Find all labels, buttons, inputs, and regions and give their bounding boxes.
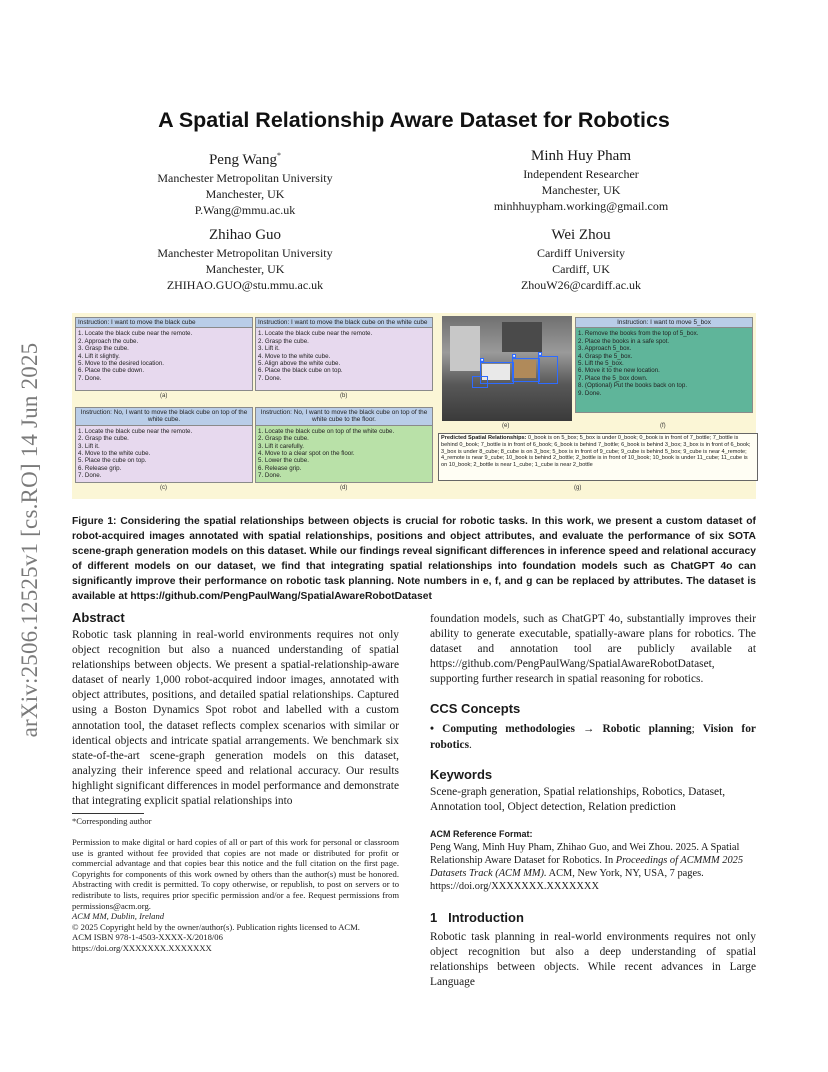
step: 7. Done. [258, 374, 282, 382]
panel-d [255, 407, 433, 483]
ccs-concept-3: Vision for robotics [430, 723, 756, 751]
step: 3. Lift it. [78, 442, 100, 450]
author-location: Manchester, UK [205, 187, 285, 201]
step: 5. Place the cube on top. [78, 457, 147, 465]
ccs-bullet: • [430, 723, 434, 736]
step: 2. Place the books in a safe spot. [578, 337, 670, 345]
author-mark: * [277, 151, 282, 160]
copyright-line: © 2025 Copyright held by the owner/author(s). Publication rights licensed to ACM. [72, 921, 360, 932]
step: 4. Move to the white cube. [258, 352, 331, 360]
step: 4. Lift it slightly. [78, 352, 120, 360]
step: 6. Release grip. [78, 464, 122, 472]
corresponding-footnote: *Corresponding author [72, 816, 152, 826]
step: 5. Lift the 5_box. [578, 360, 624, 368]
step: 9. Done. [578, 389, 602, 397]
arxiv-sidebar [8, 300, 52, 780]
keywords-heading: Keywords [430, 766, 493, 782]
step: 1. Locate the black cube near the remote. [78, 427, 193, 435]
paper-title: A Spatial Relationship Aware Dataset for Robotics [158, 108, 670, 132]
step: 5. Align above the white cube. [258, 360, 341, 368]
author-name: Minh Huy Pham [530, 148, 631, 164]
author-block-3 [95, 225, 395, 293]
panel-a-instruction: Instruction: I want to move the black cube [76, 318, 252, 328]
detection-tag: ■ [539, 352, 542, 356]
step: 3. Lift it. [258, 345, 280, 353]
reference-text [430, 841, 756, 894]
footnote-rule [72, 813, 144, 814]
panel-g-label: (g) [574, 485, 582, 491]
step: 1. Locate the black cube on top of the white cube. [258, 427, 395, 435]
step: 3. Approach 5_box. [578, 345, 632, 353]
ccs-concepts [430, 722, 756, 752]
arxiv-id: arXiv:2506.12525v1 [cs.RO] 14 Jun 2025 [17, 342, 42, 738]
step: 4. Move to a clear spot on the floor. [258, 450, 355, 458]
author-email: ZhouW26@cardiff.ac.uk [520, 278, 642, 292]
detection-tag: ■ [481, 358, 484, 362]
abstract-continued: foundation models, such as ChatGPT 4o, substantially improves their ability to generate executable, spatially-aware plans for robotics. The dataset and annotation tool are publicly available at https://github.com/PengPaulWang/SpatialAwareRobotDataset, supporting further research in spatial reasoning for robotics. [430, 613, 756, 686]
ccs-end: . [469, 738, 472, 751]
author-affiliation: Cardiff University [536, 246, 626, 260]
panel-g-relationships [438, 433, 758, 481]
panel-a [75, 317, 253, 391]
step: 2. Grasp the cube. [258, 435, 309, 443]
ccs-concept-2: Robotic planning [602, 723, 692, 736]
panel-d-steps [256, 426, 432, 482]
step: 5. Move to the desired location. [78, 360, 164, 368]
step: 7. Done. [258, 472, 282, 480]
section-title: Introduction [448, 909, 524, 925]
panel-f-instruction: Instruction: I want to move 5_box [576, 318, 752, 328]
panel-c-label: (c) [160, 485, 167, 491]
detection-box [538, 356, 558, 384]
ccs-arrow: → [583, 723, 595, 736]
section-number: 1 [430, 909, 438, 925]
panel-d-label: (d) [340, 485, 348, 491]
author-block-4 [431, 225, 731, 293]
panel-f-label: (f) [660, 423, 666, 429]
detection-tag: ■ [513, 354, 516, 358]
author-location: Cardiff, UK [552, 262, 610, 276]
reference-heading: ACM Reference Format: [430, 828, 533, 839]
ccs-concept-1: Computing methodologies [442, 723, 575, 736]
author-affiliation: Manchester Metropolitan University [157, 246, 333, 260]
panel-e-label: (e) [502, 423, 510, 429]
keywords-text: Scene-graph generation, Spatial relationships, Robotics, Dataset, Annotation tool, Object detection, Relation prediction [430, 785, 726, 813]
panel-f-steps [576, 328, 752, 399]
permission-text: Permission to make digital or hard copies of all or part of this work for personal or classroom use is granted without fee provided that copies are not made or distributed for profit or commercial advantage and that copies bear this notice and the full citation on the first page. Copyrights for components of this work owned by others than the author(s) must be honored. Abstracting with credit is permitted. To copy otherwise, or republish, to post on servers or to redistribute to lists, requires prior specific permission and/or a fee. Request permissions from permissions@acm.org. [72, 837, 399, 911]
abstract-heading: Abstract [72, 610, 125, 625]
step: 4. Move to the white cube. [78, 450, 151, 458]
author-email: ZHIHAO.GUO@stu.mmu.ac.uk [166, 278, 324, 292]
step: 4. Grasp the 5_box. [578, 352, 633, 360]
abstract-text: Robotic task planning in real-world environments requires not only object recognition but also a nuanced understanding of spatial relationships between objects. We present a spatial-relationship-aware dataset of nearly 1,000 robot-acquired indoor images, annotated with object attributes, positions, and detailed spatial relationships. Captured using a Boston Dynamics Spot robot and labelled with a custom annotation tool, the dataset reflects complex scenarios with similar or identical objects and intricate spatial arrangements. We benchmark six state-of-the-art scene-graph generation models on this dataset, analyzing their inference speed and relational accuracy. Our results highlight significant differences in model performance and demonstrate that integrating explicit spatial relationships into [72, 629, 399, 808]
step: 2. Grasp the cube. [258, 337, 309, 345]
isbn-line: ACM ISBN 978-1-4503-XXXX-X/2018/06 [72, 932, 223, 943]
right-column [430, 612, 756, 990]
panel-g-text: 0_book is on 5_box; 5_box is under 0_book; 0_book is in front of 7_bottle; 7_bottle is behind 0_book; 7_bottle is in front of 6_book; 6_book is behind 7_bottle; 6_book is behind 3_box; 3_box is in front of 6_book; 3_box is under 8_cube; 8_cube is on 3_box; 5_box is in front of 9_cube; 9_cube is behind 5_box; 9_cube is near 4_remote; 4_remote is near 9_cube; 10_book is behind 2_bottle; 2_bottle is in front of 10_book; 10_book is under 11_cube; 11_cube is on 10_book; 2_bottle is near 1_cube; 1_cube is near 2_bottle [441, 435, 751, 469]
step: 7. Place the 5_box down. [578, 374, 648, 382]
author-name: Zhihao Guo [208, 227, 282, 243]
panel-a-steps [76, 328, 252, 384]
doi-line: https://doi.org/XXXXXXX.XXXXXXX [72, 942, 212, 953]
author-location: Manchester, UK [205, 262, 285, 276]
panel-b-steps [256, 328, 432, 384]
panel-c-steps [76, 426, 252, 482]
ccs-separator: ; [691, 723, 695, 736]
author-block-1 [95, 146, 395, 218]
conference-venue: ACM MM, Dublin, Ireland [72, 911, 165, 922]
reference-tail: ACM, New York, NY, USA, 7 pages. https://doi.org/XXXXXXX.XXXXXXX [430, 868, 704, 893]
panel-d-instruction: Instruction: No, I want to move the black cube on top of the white cube to the floor. [256, 408, 432, 426]
panel-a-label: (a) [160, 393, 168, 399]
author-email: minhhuypham.working@gmail.com [493, 199, 669, 213]
author-location: Manchester, UK [541, 183, 621, 197]
author-block-2 [431, 146, 731, 214]
figure-caption: Figure 1: Considering the spatial relationships between objects is crucial for robotic tasks. In this work, we present a custom dataset of robot-acquired images annotated with spatial relationships, positions and object attributes, and evaluate the performance of six SOTA scene-graph generation models on this dataset. While our findings reveal significant differences in inference speed and relational accuracy of different models on our dataset, we find that integrating spatial relationships into foundation models such as ChatGPT 4o can significantly improve their performance on robotic task planning. Note numbers in e, f, and g can be replaced by attributes. The dataset is available at https://github.com/PengPaulWang/SpatialAwareRobotDataset [72, 516, 756, 602]
detection-box [472, 376, 488, 388]
detection-box [512, 358, 540, 382]
step: 6. Move it to the new location. [578, 367, 660, 375]
step: 6. Release grip. [258, 464, 302, 472]
step: 7. Done. [78, 374, 102, 382]
step: 1. Locate the black cube near the remote. [258, 330, 373, 338]
step: 8. (Optional) Put the books back on top. [578, 382, 688, 390]
step: 1. Locate the black cube near the remote. [78, 330, 193, 338]
author-affiliation: Manchester Metropolitan University [157, 171, 333, 185]
author-name: Wei Zhou [551, 227, 611, 243]
step: 3. Lift it carefully. [258, 442, 304, 450]
ccs-heading: CCS Concepts [430, 701, 521, 717]
step: 2. Approach the cube. [78, 337, 139, 345]
figure-1 [72, 313, 756, 499]
step: 6. Place the cube down. [78, 367, 145, 375]
reference-venue: Proceedings of ACMMM 2025 Datasets Track (ACM MM). [430, 855, 744, 880]
left-column [72, 610, 399, 809]
panel-c-instruction: Instruction: No, I want to move the black cube on top of the white cube. [76, 408, 252, 426]
step: 5. Lower the cube. [258, 457, 309, 465]
introduction-heading [430, 910, 756, 925]
author-name: Peng Wang [208, 152, 278, 168]
panel-b-label: (b) [340, 393, 348, 399]
introduction-text: Robotic task planning in real-world environments requires not only object recognition but also a deep understanding of spatial relationships between objects. While recent advances in Large Language [430, 930, 756, 988]
author-affiliation: Independent Researcher [523, 167, 639, 181]
step: 7. Done. [78, 472, 102, 480]
permission-block [72, 837, 399, 954]
author-email: P.Wang@mmu.ac.uk [194, 203, 296, 217]
panel-g-lead: Predicted Spatial Relationships: [441, 435, 527, 441]
step: 1. Remove the books from the top of 5_box. [578, 330, 699, 338]
panel-b [255, 317, 433, 391]
step: 6. Place the black cube on top. [258, 367, 343, 375]
panel-b-instruction: Instruction: I want to move the black cube on the white cube [256, 318, 432, 328]
furniture-shape [502, 322, 542, 352]
panel-e-photo [442, 316, 572, 421]
step: 3. Grasp the cube. [78, 345, 129, 353]
reference-lead: Peng Wang, Minh Huy Pham, Zhihao Guo, and Wei Zhou. 2025. A Spatial Relationship Aware Dataset for Robotics. In [430, 841, 740, 867]
panel-f [575, 317, 753, 413]
panel-c [75, 407, 253, 483]
window-shape [450, 326, 480, 371]
step: 2. Grasp the cube. [78, 435, 129, 443]
